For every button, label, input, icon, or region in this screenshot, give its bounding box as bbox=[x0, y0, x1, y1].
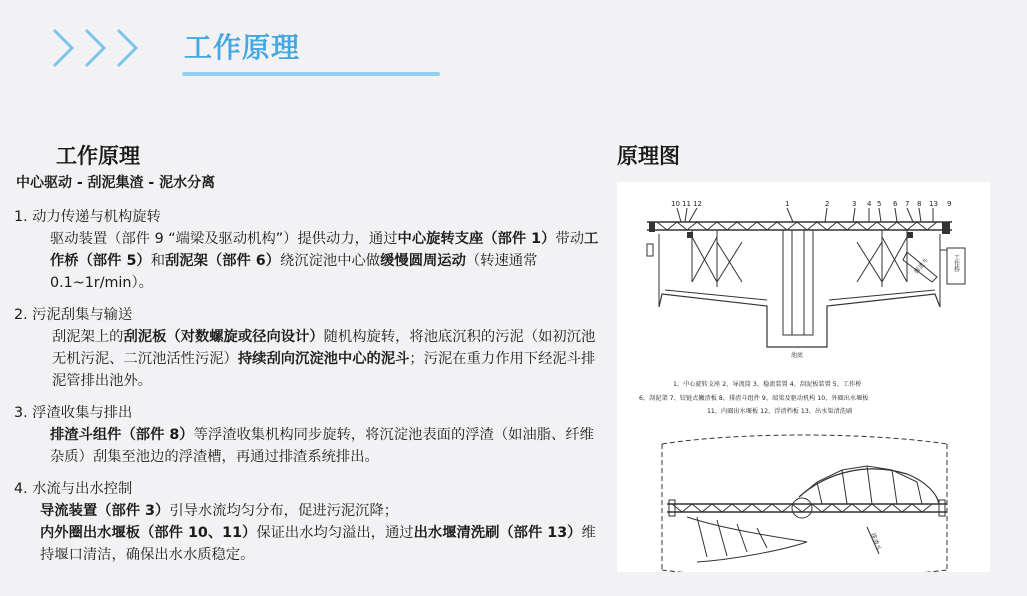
svg-text:9: 9 bbox=[947, 200, 952, 208]
svg-text:11、内圈出水堰板 12、浮渣档板 13、出水渠清洗刷: 11、内圈出水堰板 12、浮渣档板 13、出水渠清洗刷 bbox=[707, 408, 853, 415]
bold-text: 刮泥板（对数螺旋或径向设计） bbox=[123, 329, 324, 345]
section-2 bbox=[14, 304, 600, 392]
diagram-heading: 原理图 bbox=[617, 144, 680, 168]
bold-text: 工作桥（部件 5） bbox=[50, 231, 599, 269]
section-1 bbox=[14, 206, 600, 294]
page-title: 工作原理 bbox=[184, 31, 301, 64]
bottom-label: 池底 bbox=[791, 352, 804, 359]
title-underline bbox=[182, 72, 440, 76]
text-run: 等浮渣收集机构同步旋转，将沉淀池表面的浮渣（如油脂、纤维杂质）刮集至池边的浮渣槽，再通过排渣系统排出。 bbox=[50, 427, 594, 465]
svg-text:10: 10 bbox=[671, 200, 680, 208]
subtitle: 中心驱动 - 刮泥集渣 - 泥水分离 bbox=[16, 175, 216, 191]
section-4 bbox=[14, 478, 600, 566]
svg-text:5: 5 bbox=[877, 200, 882, 208]
plan-label: 排渣斗 bbox=[869, 532, 882, 552]
section-heading: 工作原理 bbox=[56, 144, 140, 168]
svg-text:11: 11 bbox=[682, 200, 691, 208]
section-title: 4. 水流与出水控制 bbox=[14, 481, 133, 497]
text-run: ；污泥在重力作用下经泥斗排泥管排出池外。 bbox=[52, 351, 596, 389]
svg-text:13: 13 bbox=[929, 200, 938, 208]
text-run: 刮泥架上的 bbox=[52, 329, 124, 345]
text-run: 引导水流均匀分布，促进污泥沉降； bbox=[169, 503, 399, 519]
bold-text: 内外圈出水堰板（部件 10、11） bbox=[40, 525, 257, 541]
bold-text: 导流装置（部件 3） bbox=[40, 503, 170, 519]
svg-text:3: 3 bbox=[852, 200, 857, 208]
bold-text: 出水堰清洗刷（部件 13） bbox=[413, 525, 582, 541]
section-text bbox=[14, 424, 600, 468]
side-label: 排渣斗 bbox=[913, 256, 931, 276]
bold-text: 缓慢圆周运动 bbox=[380, 253, 466, 269]
chevron-arrows-icon bbox=[52, 26, 152, 70]
text-run: 绕沉淀池中心做 bbox=[280, 253, 381, 269]
section-title: 3. 浮渣收集与排出 bbox=[14, 405, 133, 421]
section-title: 2. 污泥刮集与输送 bbox=[14, 307, 133, 323]
svg-text:8: 8 bbox=[917, 200, 922, 208]
principle-body bbox=[14, 206, 600, 576]
bold-text: 持续刮向沉淀池中心的泥斗 bbox=[237, 351, 410, 367]
svg-text:1、中心旋转支座 2、导流筒 3、稳流装置 4、刮泥板装置: 1、中心旋转支座 2、导流筒 3、稳流装置 4、刮泥板装置 5、工作桥 bbox=[673, 381, 862, 388]
side-label: 工作桥 bbox=[952, 254, 960, 272]
text-run: 和 bbox=[150, 253, 166, 269]
section-text bbox=[14, 500, 600, 522]
svg-text:7: 7 bbox=[905, 200, 910, 208]
text-run: 维持堰口清洁，确保出水水质稳定。 bbox=[40, 525, 596, 563]
svg-text:4: 4 bbox=[867, 200, 872, 208]
text-run: 驱动装置（部件 9 “端梁及驱动机构”）提供动力，通过 bbox=[50, 231, 398, 247]
diagram-legend bbox=[639, 380, 869, 415]
text-run: （转速通常 0.1~1r/min）。 bbox=[50, 253, 538, 291]
svg-text:2: 2 bbox=[825, 200, 830, 208]
section-title: 1. 动力传递与机构旋转 bbox=[14, 209, 161, 225]
svg-text:12: 12 bbox=[693, 200, 702, 208]
svg-text:6: 6 bbox=[893, 200, 898, 208]
text-run: 带动 bbox=[555, 231, 585, 247]
section-text bbox=[14, 326, 600, 392]
section-text bbox=[14, 228, 600, 294]
bold-text: 排渣斗组件（部件 8） bbox=[50, 427, 194, 443]
text-run: 随机构旋转，将池底沉积的污泥（如初沉池无机污泥、二沉池活性污泥） bbox=[52, 329, 596, 367]
principle-diagram bbox=[617, 182, 990, 572]
bold-text: 中心旋转支座（部件 1） bbox=[397, 231, 556, 247]
text-run: 保证出水均匀溢出，通过 bbox=[256, 525, 414, 541]
bold-text: 刮泥架（部件 6） bbox=[165, 253, 281, 269]
section-text bbox=[14, 522, 600, 566]
section-3 bbox=[14, 402, 600, 468]
part-number-labels bbox=[671, 200, 951, 208]
svg-text:6、刮泥架 7、铰链式撇渣板 8、排渣斗组件 9、端梁及驱动: 6、刮泥架 7、铰链式撇渣板 8、排渣斗组件 9、端梁及驱动机构 10、外圈出水堰板 bbox=[639, 395, 869, 402]
svg-text:1: 1 bbox=[785, 200, 790, 208]
